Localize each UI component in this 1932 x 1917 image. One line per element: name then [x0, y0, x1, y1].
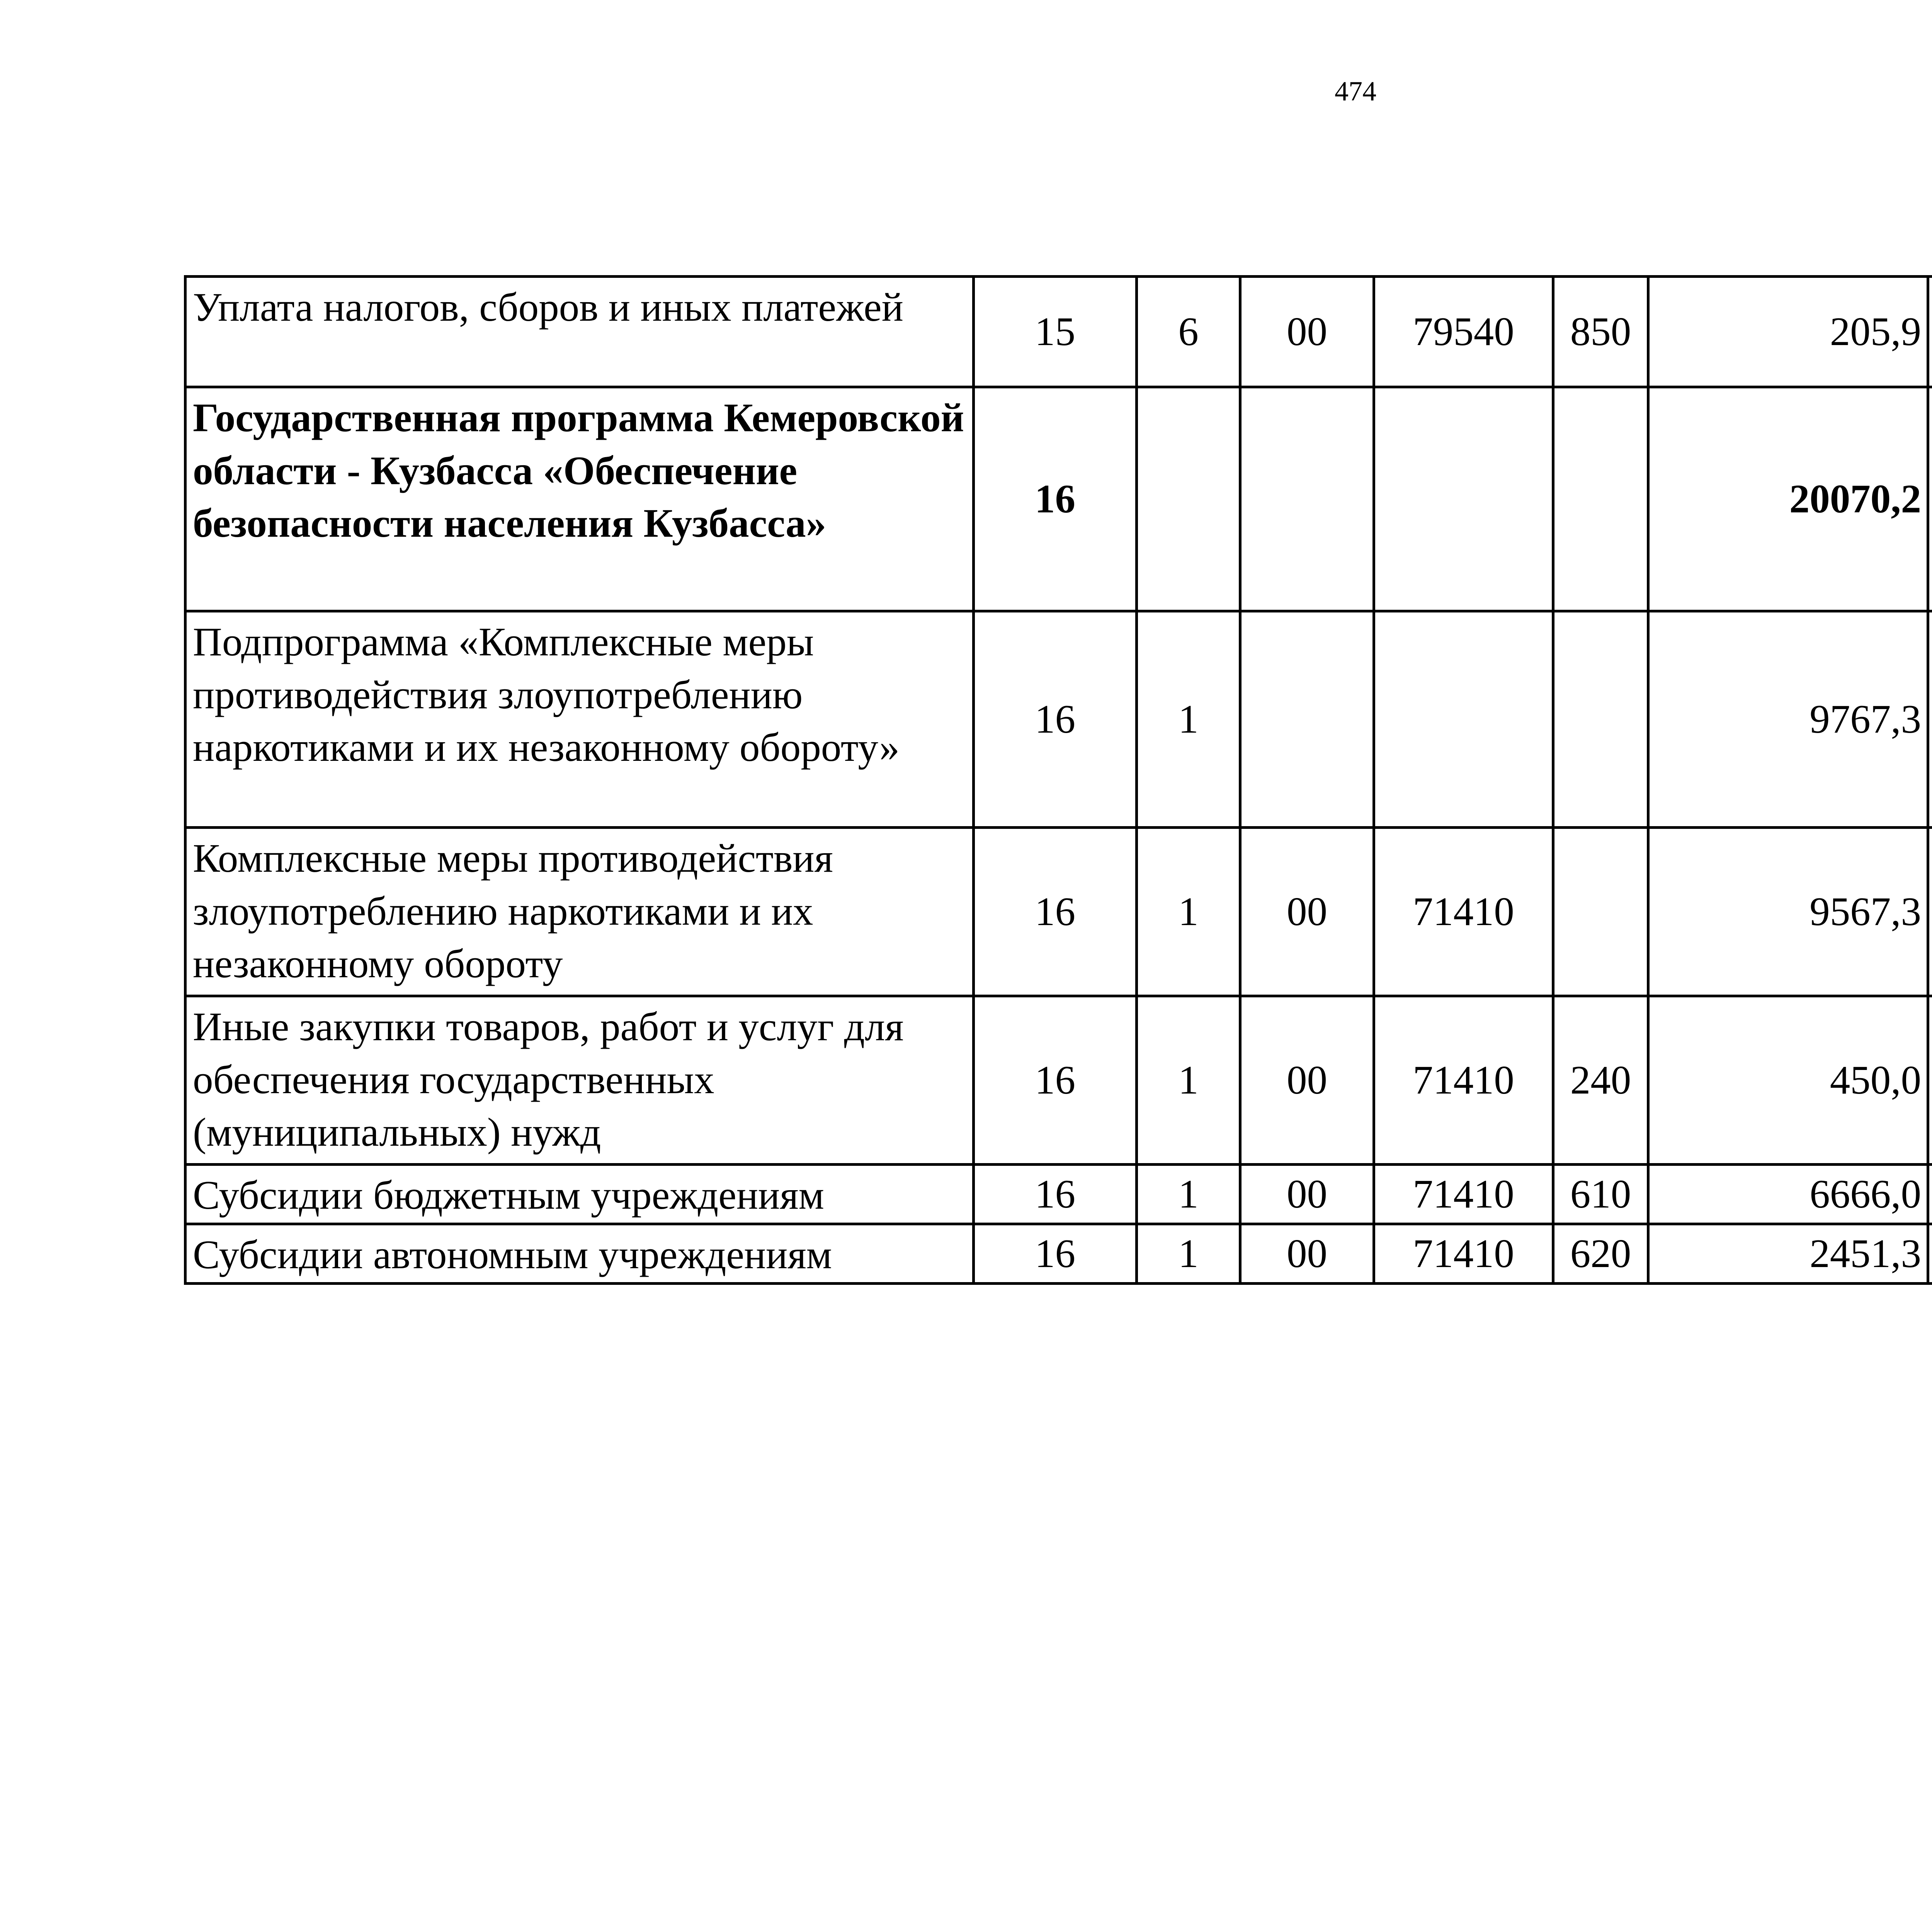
- amount-2: [1928, 828, 1932, 996]
- program-code: 16: [974, 611, 1137, 828]
- subprogram-code: 1: [1137, 996, 1240, 1165]
- expense-code: 71410: [1374, 1224, 1553, 1284]
- row-name: Государственная программа Кемеровской области - Кузбасса «Обеспечение безопасности населения Кузбасса»: [185, 387, 974, 611]
- table-row: [185, 996, 1932, 1165]
- table-row: [185, 277, 1932, 387]
- expense-code: 79540: [1374, 277, 1553, 387]
- amount-2: [1928, 1165, 1932, 1224]
- row-name: Субсидии автономным учреждениям: [185, 1224, 974, 1284]
- amount-2: [1928, 387, 1932, 611]
- expense-code: [1374, 611, 1553, 828]
- direction-code: 00: [1240, 828, 1374, 996]
- subprogram-code: 1: [1137, 828, 1240, 996]
- direction-code: [1240, 611, 1374, 828]
- row-name: Субсидии бюджетным учреждениям: [185, 1165, 974, 1224]
- subprogram-code: [1137, 387, 1240, 611]
- amount-2: [1928, 611, 1932, 828]
- expense-type-code: 850: [1553, 277, 1648, 387]
- row-name: Уплата налогов, сборов и иных платежей: [185, 277, 974, 387]
- expense-code: [1374, 387, 1553, 611]
- row-name: Иные закупки товаров, работ и услуг для обеспечения государственных (муниципальных) нужд: [185, 996, 974, 1165]
- expense-type-code: [1553, 611, 1648, 828]
- direction-code: 00: [1240, 277, 1374, 387]
- program-code: 16: [974, 1165, 1137, 1224]
- table-row: [185, 1224, 1932, 1284]
- amount-1: 20070,2: [1648, 387, 1928, 611]
- direction-code: [1240, 387, 1374, 611]
- amount-1: 9567,3: [1648, 828, 1928, 996]
- expense-code: 71410: [1374, 1165, 1553, 1224]
- amount-1: 2451,3: [1648, 1224, 1928, 1284]
- program-code: 16: [974, 828, 1137, 996]
- amount-2: [1928, 277, 1932, 387]
- program-code: 15: [974, 277, 1137, 387]
- amount-2: [1928, 1224, 1932, 1284]
- row-name: Подпрограмма «Комплексные меры противодействия злоупотреблению наркотиками и их незаконному обороту»: [185, 611, 974, 828]
- expense-type-code: [1553, 387, 1648, 611]
- table-row: [185, 611, 1932, 828]
- row-name: Комплексные меры противодействия злоупотреблению наркотиками и их незаконному обороту: [185, 828, 974, 996]
- expense-type-code: 620: [1553, 1224, 1648, 1284]
- program-code: 16: [974, 996, 1137, 1165]
- table-row: [185, 1165, 1932, 1224]
- direction-code: 00: [1240, 1224, 1374, 1284]
- program-code: 16: [974, 387, 1137, 611]
- expense-type-code: [1553, 828, 1648, 996]
- subprogram-code: 1: [1137, 1224, 1240, 1284]
- amount-2: [1928, 996, 1932, 1165]
- direction-code: 00: [1240, 996, 1374, 1165]
- amount-1: 205,9: [1648, 277, 1928, 387]
- page-number: 474: [1335, 76, 1376, 107]
- subprogram-code: 1: [1137, 611, 1240, 828]
- amount-1: 450,0: [1648, 996, 1928, 1165]
- amount-1: 6666,0: [1648, 1165, 1928, 1224]
- subprogram-code: 6: [1137, 277, 1240, 387]
- program-code: 16: [974, 1224, 1137, 1284]
- budget-table: [184, 275, 1932, 1285]
- subprogram-code: 1: [1137, 1165, 1240, 1224]
- table-row: [185, 387, 1932, 611]
- expense-type-code: 240: [1553, 996, 1648, 1165]
- direction-code: 00: [1240, 1165, 1374, 1224]
- expense-type-code: 610: [1553, 1165, 1648, 1224]
- amount-1: 9767,3: [1648, 611, 1928, 828]
- expense-code: 71410: [1374, 996, 1553, 1165]
- expense-code: 71410: [1374, 828, 1553, 996]
- table-row: [185, 828, 1932, 996]
